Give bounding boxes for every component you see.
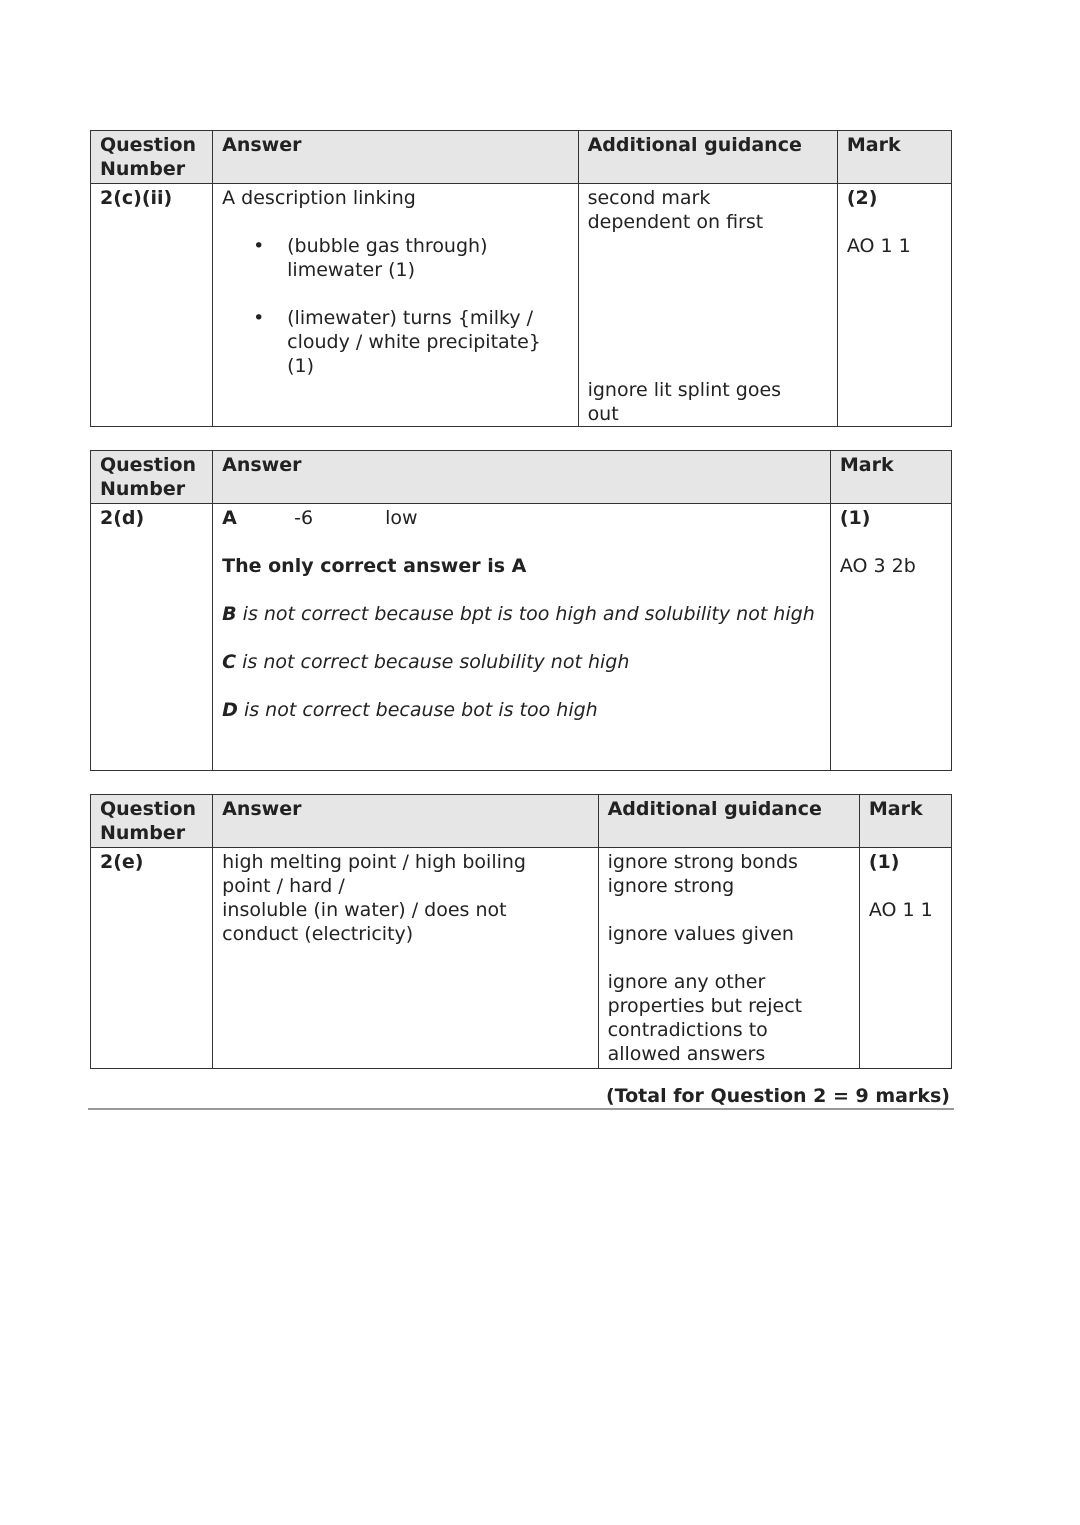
- distractor-explanation: D is not correct because bot is too high: [222, 699, 598, 721]
- distractor-explanation: C is not correct because solubility not high: [222, 651, 630, 673]
- mark-cell: [830, 504, 951, 771]
- assessment-objective: AO 3 2b: [839, 555, 916, 577]
- mark-value: (1): [868, 851, 900, 873]
- distractor-explanation: B is not correct because bpt is too high and solubility not high: [222, 603, 815, 625]
- question-total: (Total for Question 2 = 9 marks): [606, 1085, 950, 1107]
- guidance-text: ignore lit splint goes out: [587, 379, 782, 425]
- question-number: 2(e): [91, 848, 213, 1069]
- guidance-text: ignore values given: [607, 923, 794, 945]
- header-mark: Mark: [859, 795, 951, 848]
- question-number: 2(d): [91, 504, 213, 771]
- header-question-number: Question Number: [91, 451, 213, 504]
- guidance-cell: [578, 184, 837, 427]
- header-additional-guidance: Additional guidance: [578, 131, 837, 184]
- guidance-text: ignore strong bonds ignore strong: [607, 851, 798, 897]
- option-value: -6: [294, 507, 314, 529]
- mark-value: (2): [846, 187, 878, 209]
- answer-option-row: [222, 506, 821, 530]
- header-answer: Answer: [213, 795, 598, 848]
- assessment-objective: AO 1 1: [846, 235, 911, 257]
- option-letter: A: [222, 507, 237, 529]
- guidance-text: second mark dependent on first: [587, 187, 764, 233]
- assessment-objective: AO 1 1: [868, 899, 933, 921]
- header-mark: Mark: [830, 451, 951, 504]
- header-mark: Mark: [837, 131, 951, 184]
- divider-line: [88, 1108, 954, 1110]
- mark-scheme-table-2c-ii: [90, 130, 952, 427]
- answer-cell: [213, 184, 578, 427]
- correct-answer-statement: The only correct answer is A: [222, 555, 527, 577]
- answer-bullet: • (bubble gas through) limewater (1): [222, 234, 568, 282]
- option-solubility: low: [385, 507, 418, 529]
- answer-cell: [213, 848, 598, 1069]
- mark-cell: [859, 848, 951, 1069]
- answer-bullet-list: [222, 234, 568, 378]
- guidance-text: ignore any other properties but reject contradictions to allowed answers: [607, 971, 803, 1065]
- answer-text: insoluble (in water) / does not conduct (electricity): [222, 899, 507, 945]
- header-answer: Answer: [213, 451, 831, 504]
- mark-scheme-table-2e: [90, 794, 952, 1069]
- answer-cell: [213, 504, 831, 771]
- answer-intro: A description linking: [222, 187, 416, 209]
- answer-bullet: • (limewater) turns {milky / cloudy / white precipitate} (1): [222, 306, 568, 378]
- header-additional-guidance: Additional guidance: [598, 795, 859, 848]
- answer-text: high melting point / high boiling point / hard /: [222, 851, 526, 897]
- header-question-number: Question Number: [91, 795, 213, 848]
- mark-value: (1): [839, 507, 871, 529]
- mark-cell: [837, 184, 951, 427]
- guidance-cell: [598, 848, 859, 1069]
- question-number: 2(c)(ii): [91, 184, 213, 427]
- mark-scheme-table-2d: [90, 450, 952, 771]
- header-answer: Answer: [213, 131, 578, 184]
- header-question-number: Question Number: [91, 131, 213, 184]
